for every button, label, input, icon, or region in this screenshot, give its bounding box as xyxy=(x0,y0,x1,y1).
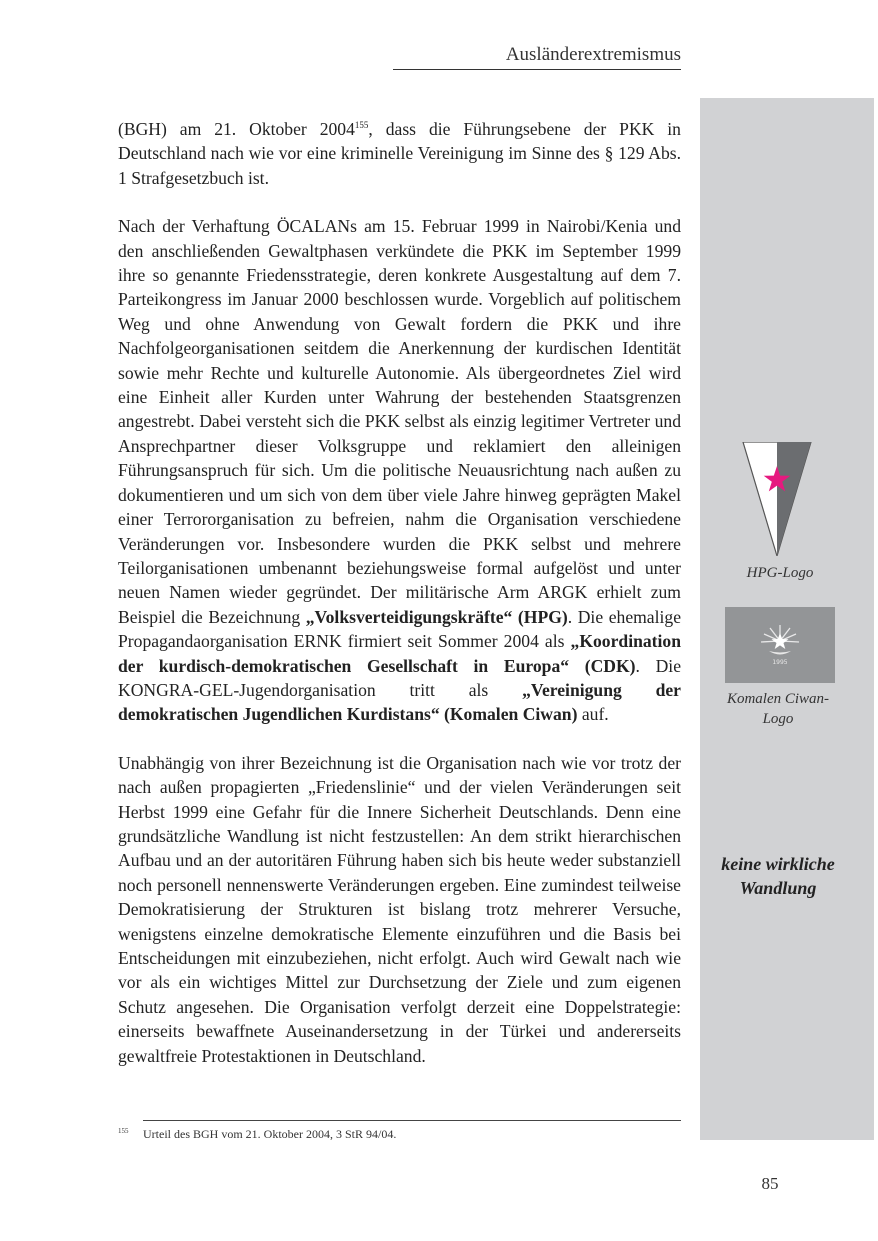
komalen-caption-line-1: Komalen Ciwan- xyxy=(726,691,830,707)
footnote-rule xyxy=(143,1120,681,1121)
hpg-logo xyxy=(741,442,813,556)
komalen-ciwan-logo xyxy=(725,607,835,683)
paragraph-1-text-b: , dass die Führungsebene der PKK in Deutschland nach wie vor eine kriminelle Vereinigung im Sinne des § 129 Abs. 1 Strafgesetzbuch ist. xyxy=(118,119,681,188)
margin-note-line-1: keine wirkliche xyxy=(721,854,835,874)
paragraph-1 xyxy=(118,117,681,190)
highlight-hpg: „Volksverteidigungskräfte“ (HPG) xyxy=(305,606,568,627)
paragraph-2-text-a: Nach der Verhaftung ÖCALANs am 15. Februar 1999 in Nairobi/Kenia und den anschließenden Gewaltphasen verkündete die PKK im September 1999 ihre so genannte Friedensstrategie, deren konkrete Ausgestaltung auf dem 7. Parteikongress im Januar 2000 beschlossen wurde. Vorgeblich auf politischem Weg und ohne Anwendung von Gewalt fordern die PKK und ihre Nachfolgeorganisationen seitdem die Anerkennung der kurdischen Identität sowie mehr Rechte und kulturelle Autonomie. Als übergeordnetes Ziel wird eine Einheit aller Kurden unter Wahrung der bestehenden Staatsgrenzen angestrebt. Dabei versteht sich die PKK selbst als einzig legitimer Vertreter und Ansprechpartner dieser Volksgruppe und reklamiert den alleinigen Führungsanspruch für sich. Um die politische Neuausrichtung nach außen zu dokumentieren und um sich von dem über viele Jahre hinweg geprägten Makel einer Terrororganisation zu befreien, nahm die Organisation verschiedene Veränderungen vor. Insbesondere wurden die PKK selbst und mehrere Teilorganisationen umbenannt beziehungsweise formal aufgelöst und unter neuen Namen wieder gegründet. Der militärische Arm ARGK erhielt zum Beispiel die Bezeichnung xyxy=(118,216,681,627)
paragraph-1-text-a: (BGH) am 21. Oktober 2004 xyxy=(118,119,355,139)
emblem-year: 1995 xyxy=(772,659,788,666)
page-number: 85 xyxy=(761,1174,779,1193)
margin-note xyxy=(702,852,854,900)
footnote xyxy=(118,1127,681,1142)
margin-note-line-2: Wandlung xyxy=(739,878,817,898)
emblem-star xyxy=(772,633,789,649)
running-title: Ausländerextremismus xyxy=(505,44,681,65)
footnote-reference: 155 xyxy=(354,120,369,131)
highlight-cdk: „Koordination der kurdisch-demokratischen Gesellschaft in Europa“ (CDK) xyxy=(118,631,681,676)
footnote-number: 155 xyxy=(118,1127,129,1135)
paragraph-2 xyxy=(118,214,681,727)
header-rule xyxy=(393,69,681,70)
paragraph-2-text-d: auf. xyxy=(577,704,609,725)
paragraph-2-text-b: . Die ehemalige Propagandaorganisation ERNK firmiert seit Sommer 2004 als xyxy=(118,606,682,652)
footnote-text: Urteil des BGH vom 21. Oktober 2004, 3 StR 94/04. xyxy=(143,1127,397,1141)
komalen-logo-caption xyxy=(712,689,844,729)
komalen-emblem-icon xyxy=(725,607,835,683)
paragraph-2-text-c: . Die KONGRA-GEL-Jugendorganisation tritt als xyxy=(118,655,681,700)
main-text xyxy=(118,117,681,1092)
hpg-logo-caption: HPG-Logo xyxy=(746,565,814,581)
paragraph-3: Unabhängig von ihrer Bezeichnung ist die Organisation nach wie vor trotz der nach außen propagierten „Friedenslinie“ und der vielen Veränderungen seit Herbst 1999 eine Gefahr für die Innere Sicherheit Deutschlands. Denn eine grundsätzliche Wandlung ist nicht festzustellen: An dem strikt hierarchischen Aufbau und an der autoritären Führung haben sich bis heute weder substanziell noch personell nennenswerte Veränderungen ergeben. Eine zumindest teilweise Demokratisierung der Strukturen ist bislang trotz mehrerer Versuche, wenigstens einzelne demokratische Elemente einzuführen und die Basis bei Entscheidungen mit einzubeziehen, nicht erfolgt. Auch wird Gewalt nach wie vor als ein wichtiges Mittel zur Durchsetzung der Ziele und zum eigenen Schutz angesehen. Die Organisation verfolgt derzeit eine Doppelstrategie: einerseits bewaffnete Auseinandersetzung in der Türkei und andererseits gewaltfreie Protestaktionen in Deutschland. xyxy=(118,752,681,1066)
komalen-caption-line-2: Logo xyxy=(762,711,794,727)
highlight-komalen-ciwan: „Vereinigung der demokratischen Jugendlichen Kurdistans“ (Komalen Ciwan) xyxy=(118,679,681,725)
